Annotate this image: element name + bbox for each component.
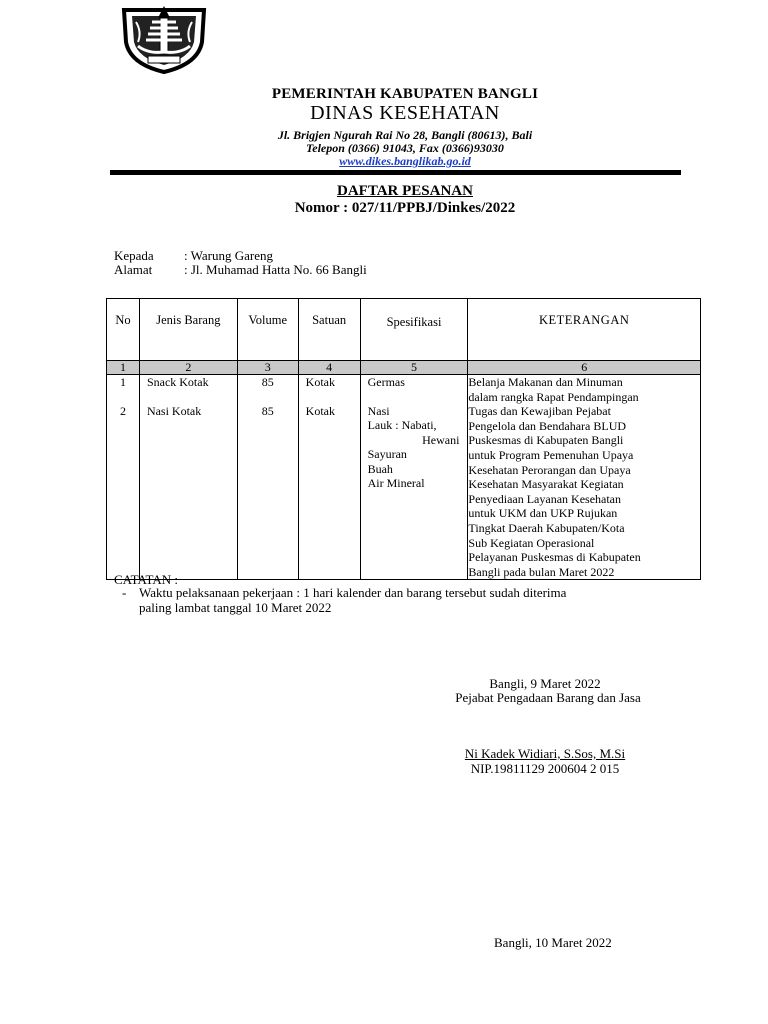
- row1-no: 1: [119, 375, 126, 389]
- order-table: [106, 298, 701, 580]
- column-number-row: [107, 361, 701, 375]
- notes-line1: Waktu pelaksanaan pekerjaan : 1 hari kalender dan barang tersebut sudah diterima: [139, 585, 567, 600]
- keterangan-line: Tugas dan Kewajiban Pejabat: [468, 404, 611, 419]
- keterangan-line: Kesehatan Masyarakat Kegiatan: [468, 477, 624, 492]
- volume-cell: [237, 375, 298, 580]
- col-header-keterangan: KETERANGAN: [468, 299, 701, 361]
- signature-position: Pejabat Pengadaan Barang dan Jasa: [455, 690, 641, 705]
- row2-spec: Hewani: [422, 432, 460, 447]
- table-row: [107, 375, 701, 580]
- row2-spec: Air Mineral: [367, 476, 425, 490]
- unit-cell: [298, 375, 360, 580]
- col-num: 4: [298, 361, 360, 375]
- col-header-spec: Spesifikasi: [360, 299, 468, 361]
- row2-spec: Nasi: [367, 403, 390, 418]
- keterangan-line: Penyediaan Layanan Kesehatan: [468, 491, 622, 506]
- row1-spec: Germas: [367, 375, 405, 389]
- notes-label: CATATAN :: [114, 572, 179, 587]
- header-divider: [110, 170, 681, 175]
- row2-volume: 85: [261, 403, 274, 418]
- header-phone: Telepon (0366) 91043, Fax (0366)93030: [306, 141, 504, 155]
- notes-dash: -: [122, 585, 127, 600]
- recipient-value: : Warung Gareng: [184, 248, 273, 263]
- keterangan-line: Belanja Makanan dan Minuman: [468, 375, 623, 389]
- row1-unit: Kotak: [305, 375, 335, 389]
- address-value: : Jl. Muhamad Hatta No. 66 Bangli: [184, 262, 367, 277]
- col-num: 6: [468, 361, 701, 375]
- header-address: Jl. Brigjen Ngurah Rai No 28, Bangli (80613), Bali: [277, 128, 533, 142]
- keterangan-line: untuk Program Pemenuhan Upaya: [468, 447, 634, 462]
- keterangan-line: Pelayanan Puskesmas di Kabupaten: [468, 550, 641, 565]
- col-num: 2: [139, 361, 237, 375]
- col-header-item: Jenis Barang: [139, 299, 237, 361]
- col-num: 3: [237, 361, 298, 375]
- spec-cell: [360, 375, 468, 580]
- signature-place-date: Bangli, 9 Maret 2022: [489, 676, 601, 691]
- notes-body: [122, 586, 566, 615]
- col-num: 5: [360, 361, 468, 375]
- address-row: [114, 262, 367, 278]
- row2-spec: Lauk : Nabati,: [367, 418, 437, 432]
- col-header-no: No: [107, 299, 140, 361]
- row1-volume: 85: [261, 375, 274, 389]
- footer-place-date: Bangli, 10 Maret 2022: [494, 935, 612, 950]
- table-header-row: [107, 299, 701, 361]
- header-website-line: [110, 154, 700, 169]
- row2-no: 2: [119, 403, 126, 418]
- bangli-regency-emblem: [118, 2, 210, 74]
- keterangan-cell: [468, 375, 701, 580]
- row2-item: Nasi Kotak: [146, 403, 202, 418]
- address-label: Alamat: [114, 262, 153, 277]
- keterangan-line: Tingkat Daerah Kabupaten/Kota: [468, 520, 625, 535]
- row1-item: Snack Kotak: [146, 375, 209, 389]
- row2-spec: Sayuran: [367, 447, 407, 461]
- keterangan-line: Bangli pada bulan Maret 2022: [468, 564, 615, 579]
- recipient-label: Kepada: [114, 248, 154, 263]
- signature-nip: NIP.19811129 200604 2 015: [470, 761, 620, 776]
- document-number: Nomor : 027/11/PPBJ/Dinkes/2022: [294, 200, 516, 216]
- no-cell: [107, 375, 140, 580]
- notes-line2: paling lambat tanggal 10 Maret 2022: [139, 599, 332, 615]
- document-title-text: DAFTAR PESANAN: [337, 183, 473, 199]
- col-header-unit: Satuan: [298, 299, 360, 361]
- keterangan-line: untuk UKM dan UKP Rujukan: [468, 506, 618, 521]
- keterangan-line: Pengelola dan Bendahara BLUD: [468, 418, 627, 433]
- document-title: [110, 183, 700, 200]
- keterangan-line: Puskesmas di Kabupaten Bangli: [468, 433, 624, 448]
- keterangan-line: dalam rangka Rapat Pendampingan: [468, 389, 639, 404]
- keterangan-line: Kesehatan Perorangan dan Upaya: [468, 462, 631, 477]
- row2-spec: Buah: [367, 461, 393, 476]
- keterangan-line: Sub Kegiatan Operasional: [468, 535, 595, 550]
- header-agency: DINAS KESEHATAN: [310, 102, 500, 124]
- signature-name: Ni Kadek Widiari, S.Sos, M.Si: [464, 746, 626, 761]
- website-link[interactable]: www.dikes.banglikab.go.id: [339, 154, 471, 168]
- col-num: 1: [107, 361, 140, 375]
- row2-unit: Kotak: [305, 403, 335, 418]
- col-header-volume: Volume: [237, 299, 298, 361]
- item-cell: [139, 375, 237, 580]
- header-government: PEMERINTAH KABUPATEN BANGLI: [271, 86, 539, 102]
